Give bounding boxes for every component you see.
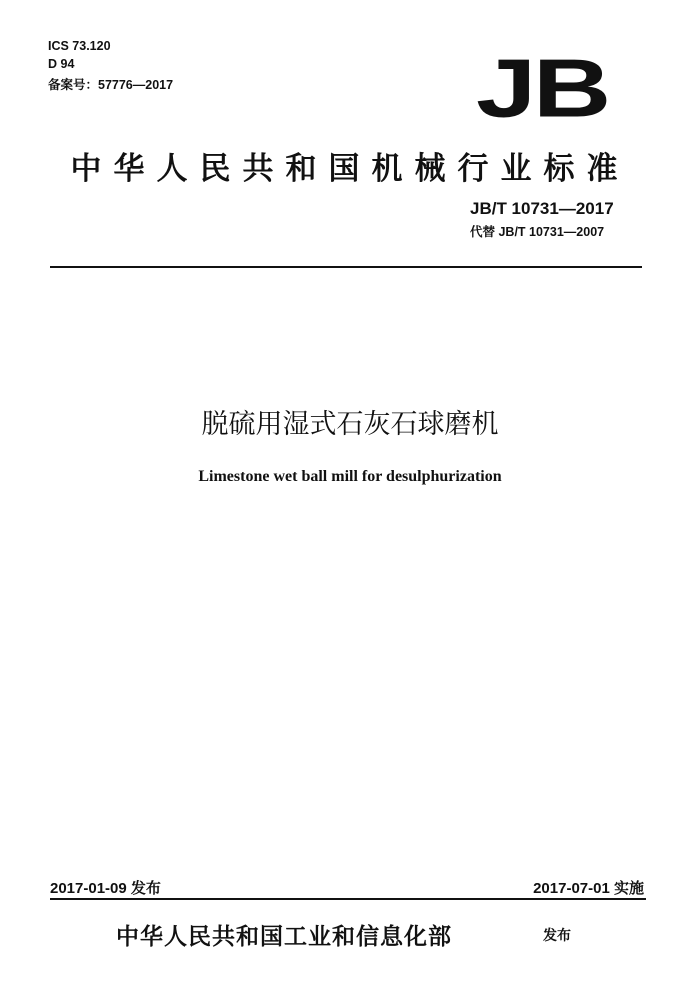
industry-standard-title: 中华人民共和国机械行业标准 xyxy=(70,151,630,187)
record-number: 备案号：57776—2017 xyxy=(48,78,174,92)
top-divider xyxy=(50,266,642,268)
publisher-name: 中华人民共和国工业和信息化部 xyxy=(116,924,452,950)
replaces-standard: 代替 JB/T 10731—2007 xyxy=(470,225,605,239)
implementation-date: 2017-07-01 实施 xyxy=(533,880,644,897)
bottom-divider xyxy=(50,898,646,900)
ics-code: ICS 73.120 xyxy=(48,39,111,53)
publisher-action: 发布 xyxy=(543,928,571,944)
jb-logo: JB xyxy=(476,42,608,135)
document-title-chinese: 脱硫用湿式石灰石球磨机 xyxy=(201,409,499,440)
document-title-english: Limestone wet ball mill for desulphurization xyxy=(198,468,502,485)
ccs-code: D 94 xyxy=(48,57,75,71)
standard-number: JB/T 10731—2017 xyxy=(470,199,614,218)
issue-date: 2017-01-09 发布 xyxy=(50,880,161,897)
